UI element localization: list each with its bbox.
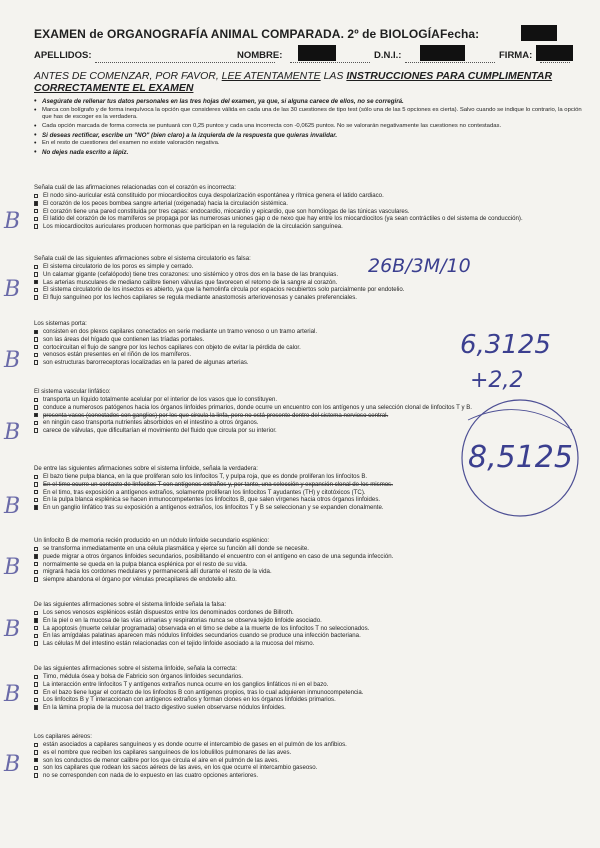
- option-text: En el timo ocurre un contacto de linfocitos T con antígenos extraños y, por tanto, una selección y expansión clonal de los mismos.: [43, 480, 393, 488]
- option-text: son las áreas del hígado que contienen las tríadas portales.: [43, 335, 205, 343]
- option-text: Un calamar gigante (cefalópodo) tiene tres corazones: uno sistémico y otros dos en la base de las branquias.: [43, 270, 339, 278]
- apellidos-label: APELLIDOS:: [34, 50, 92, 61]
- question-stem: Señala cuál de las siguientes afirmaciones sobre el sistema circulatorio es falsa:: [34, 255, 251, 262]
- option-text: en ningún caso transporta nutrientes absorbidos en el intestino a otros órganos.: [43, 419, 259, 427]
- option-text: En la piel o en la mucosa de las vías urinarias y respiratorias nunca se observa tejido linfoide asociado.: [43, 616, 322, 624]
- option-text: En el bazo tiene lugar el contacto de los linfocitos B con antígenos propios, tras lo cual adquieren inmunocompetencia.: [43, 688, 364, 696]
- option-text: El bazo tiene pulpa blanca, en la que proliferan solo los linfocitos T, y pulpa roja, que es donde proliferan los linfocitos B.: [43, 473, 368, 481]
- exam-title-text: EXAMEN de ORGANOGRAFÍA ANIMAL COMPARADA. 2º de BIOLOGÍA: [34, 27, 440, 41]
- partial-score: 6,3125: [460, 330, 551, 360]
- answer-mark-q9: B: [4, 752, 21, 777]
- option-text: Los miocardiocitos auriculares producen hormonas que participan en la regulación de la circulación sanguínea.: [43, 223, 343, 231]
- option-text: Las células M del intestino están relacionadas con el tejido linfoide asociado a la mucosa del mismo.: [43, 640, 315, 648]
- option-text: carece de válvulas, que dificultarían el movimiento del fluido que circula por su interior.: [43, 427, 277, 435]
- option-text: es el nombre que reciben los capilares sanguíneos de los lobulillos pulmonares de las aves.: [43, 748, 292, 756]
- option-text: se transforma inmediatamente en una célula plasmática y ejerce su función allí donde se necesite.: [43, 545, 309, 553]
- question-stem: Un linfocito B de memoria recién producido en un nódulo linfoide secundario esplénico:: [34, 537, 270, 544]
- option-text: presenta vasos (conectados con ganglios) por los que circula la linfa, pero no está presente dentro del sistema nervioso central.: [43, 411, 389, 419]
- nombre-label: NOMBRE:: [237, 50, 283, 61]
- dni-label: D.N.I.:: [374, 50, 402, 61]
- option-text: En el timo, tras exposición a antígenos extraños, solamente proliferan los linfocitos T ayudantes (TH) y citotóxicos (TC).: [43, 488, 366, 496]
- option-text: El nodo sino-auricular está constituido por miocardiocitos cuya despolarización espontánea y rítmica genera el latido cardiaco.: [43, 192, 384, 200]
- option-text: consisten en dos plexos capilares conectados en serie mediante un tramo venoso o un tramo arterial.: [43, 328, 318, 336]
- option-text: transporta un líquido totalmente acelular por el interior de los vasos que lo constituyen.: [43, 396, 278, 404]
- question-stem: El sistema vascular linfático:: [34, 388, 111, 395]
- instruction-item: • Cada opción marcada de forma correcta se puntuará con 0,25 puntos y cada una incorrecta con -0,0625 puntos. No se valorarán negativamente las cuestiones no contestadas.: [34, 123, 582, 130]
- option-text: En las amígdalas palatinas aparecen más nódulos linfoides secundarios cuando se produce una infección bacteriana.: [43, 632, 361, 640]
- option-text: La apoptosis (muerte celular programada) observada en el timo se debe a la muerte de los linfocitos T no seleccionados.: [43, 624, 370, 632]
- option-text: Las arterias musculares de mediano calibre tienen válvulas que favorecen el retorno de la sangre al corazón.: [43, 278, 338, 286]
- option-text: Los linfocitos B y T interaccionan con antígenos extraños y forman clones en los órganos linfoides primarios.: [43, 696, 336, 704]
- option-text: El sistema circulatorio de los poros es simple y cerrado.: [43, 263, 194, 271]
- option-text: son los conductos de menor calibre por los que circula el aire en el pulmón de las aves.: [43, 756, 280, 764]
- option-text: son estructuras barorreceptoras localizadas en la pared de algunas arterias.: [43, 359, 249, 367]
- option-text: Los senos venosos esplénicos están dispuestos entre los denominados cordones de Billroth.: [43, 609, 294, 617]
- question-stem: De las siguientes afirmaciones sobre el sistema linfoide, señala la correcta:: [34, 665, 237, 672]
- instructions-heading: ANTES DE COMENZAR, POR FAVOR, LEE ATENTAMENTE LAS INSTRUCCIONES PARA CUMPLIMENTAR CORRECTAMENTE EL EXAMEN: [34, 70, 553, 94]
- question-stem: De las siguientes afirmaciones sobre el sistema linfoide señala la falsa:: [34, 601, 227, 608]
- option-text: El corazón tiene una pared constituida por tres capas: endocardio, miocardio y epicardio, que son homólogas de las túnicas vasculares.: [43, 207, 410, 215]
- firma-label: FIRMA:: [499, 50, 533, 61]
- answer-mark-q3: B: [4, 348, 21, 373]
- option-text: están asociados a capilares sanguíneos y es donde ocurre el intercambio de gases en el pulmón de los anfibios.: [43, 741, 347, 749]
- answer-mark-q1: B: [4, 209, 21, 234]
- option-text: no se corresponden con nada de lo expuesto en las cuatro opciones anteriores.: [43, 772, 259, 780]
- option-text: Timo, médula ósea y bolsa de Fabricio son órganos linfoides secundarios.: [43, 673, 243, 681]
- option-text: conduce a numerosos patógenos hacia los órganos linfoides primarios, donde ocurre un encuentro con los antígenos y una selección clonal de linfocitos T y B.: [43, 403, 472, 411]
- option-text: En la pulpa blanca esplénica se hacen inmunocompetentes los linfocitos B, que salen vírgenes hacia otros órganos linfoides.: [43, 496, 381, 504]
- question-stem: Los capilares aéreos:: [34, 733, 92, 740]
- option-text: normalmente se queda en la pulpa blanca esplénica por el resto de su vida.: [43, 560, 248, 568]
- final-score: 8,5125: [468, 440, 573, 475]
- instruction-item: • No dejes nada escrito a lápiz.: [34, 149, 582, 156]
- answer-mark-q2: B: [4, 277, 21, 302]
- answer-mark-q4: B: [4, 420, 21, 445]
- option-text: En la lámina propia de la mucosa del tracto digestivo suelen observarse nódulos linfoides.: [43, 704, 286, 712]
- question-stem: Los sistemas porta:: [34, 320, 87, 327]
- answer-mark-q8: B: [4, 682, 21, 707]
- option-text: puede migrar a otros órganos linfoides secundarios, posibilitando el encuentro con el antígeno en caso de una segunda infección.: [43, 552, 394, 560]
- option-text: En un ganglio linfático tras su exposición a antígenos extraños, los linfocitos T y B se seleccionan y se expanden clonalmente.: [43, 504, 384, 512]
- option-text: venosos están presentes en el riñón de los mamíferos.: [43, 351, 192, 359]
- option-text: El latido del corazón de los mamíferos se propaga por las numerosas uniones gap o de nexo que hay entre los miocardiocitos (ya sean contráctiles o del sistema de conducción).: [43, 215, 523, 223]
- option-text: El corazón de los peces bombea sangre arterial (oxigenada) hacia la circulación sistémica.: [43, 199, 288, 207]
- option-text: El flujo sanguíneo por los lechos capilares se regula mediante anastomosis arteriovenosas y canales preferenciales.: [43, 294, 358, 302]
- bonus-score: +2,2: [470, 368, 524, 393]
- option-text: El sistema circulatorio de los insectos es abierto, ya que la hemolinfa circula por espacios recubiertos solo parcialmente por endotelio.: [43, 286, 405, 294]
- instruction-item: • En el resto de cuestiones del examen no existe valoración negativa.: [34, 140, 582, 147]
- answer-mark-q7: B: [4, 617, 21, 642]
- instruction-item: • Si deseas rectificar, escribe un "NO" (bien claro) a la izquierda de la respuesta que quieras invalidar.: [34, 132, 582, 139]
- option-text: cortocircuitan el flujo de sangre por los lechos capilares con objeto de evitar la pérdida de calor.: [43, 343, 301, 351]
- option-text: son los capilares que rodean los sacos aéreos de las aves, en los que ocurre el intercambio gaseoso.: [43, 764, 318, 772]
- score-fraction: 26B/3M/10: [368, 255, 471, 277]
- option-text: migrará hacia los cordones medulares y permanecerá allí durante el resto de la vida.: [43, 568, 272, 576]
- answer-mark-q5: B: [4, 494, 21, 519]
- fecha-label: Fecha:: [440, 27, 480, 41]
- question-stem: De entre las siguientes afirmaciones sobre el sistema linfoide, señala la verdadera:: [34, 465, 258, 472]
- question-stem: Señala cuál de las afirmaciones relacionadas con el corazón es incorrecta:: [34, 184, 236, 191]
- option-text: siempre abandona el órgano por vénulas precapilares de endotelio alto.: [43, 576, 237, 584]
- instruction-item: • Marca con bolígrafo y de forma inequívoca la opción que consideres válida en cada una de las 30 cuestiones de tipo test (sólo una de las 5 opciones es cierta). Salvo cuando se indique lo contrario, la opción que has de escoger es la verdadera.: [34, 107, 582, 121]
- answer-mark-q6: B: [4, 555, 21, 580]
- instruction-item: • Asegúrate de rellenar tus datos personales en las tres hojas del examen, ya que, si alguna carece de ellos, no se corregirá.: [34, 98, 582, 105]
- option-text: La interacción entre linfocitos T y antígenos extraños nunca ocurre en los ganglios linfáticos ni en el bazo.: [43, 680, 329, 688]
